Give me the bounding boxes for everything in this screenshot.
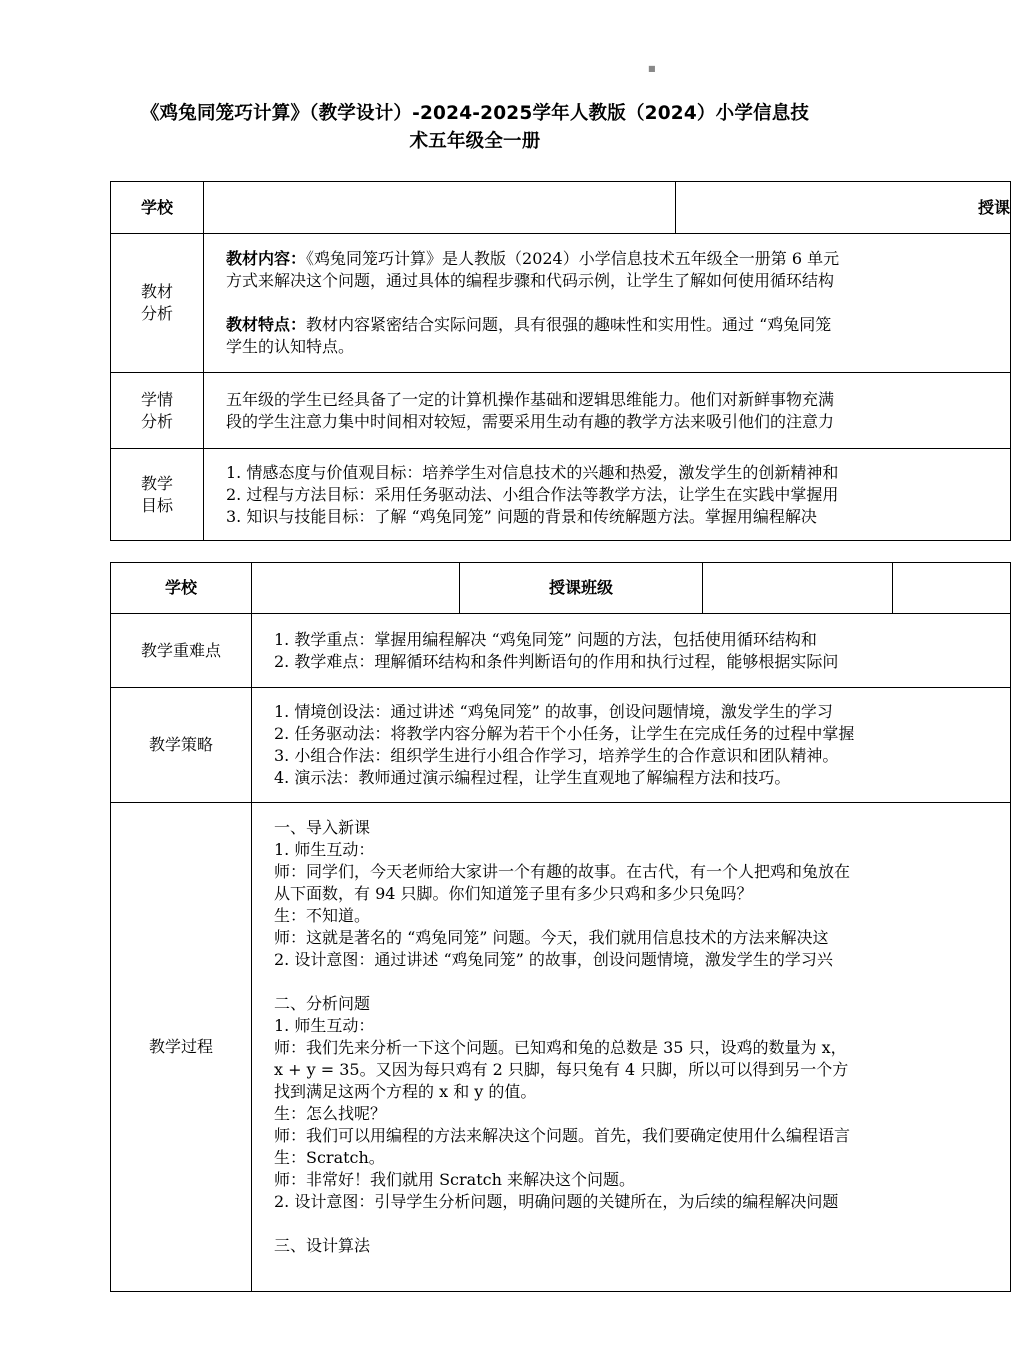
extra-cell: [893, 563, 1011, 614]
material-content-cell: [204, 234, 1011, 373]
table-row: [111, 182, 1011, 234]
material-content-label: 教材内容：: [226, 249, 307, 268]
material-feature-label: 教材特点：: [226, 315, 307, 334]
process-line: 生：怎么找呢？: [274, 1104, 387, 1123]
process-line: 2. 设计意图：引导学生分析问题，明确问题的关键所在，为后续的编程解决问题: [274, 1192, 839, 1211]
table-row: [111, 688, 1011, 803]
process-line: 从下面数，有 94 只脚。你们知道笼子里有多少只鸡和多少只兔吗？: [274, 884, 753, 903]
school-label: 学校: [111, 182, 204, 234]
process-line: 师：这就是著名的 “鸡兔同笼” 问题。今天，我们就用信息技术的方法来解决这: [274, 928, 829, 947]
student-label: 学情 分析: [111, 373, 204, 449]
strategy-cell: [252, 688, 1011, 803]
title-line-2: 术五年级全一册: [409, 131, 541, 152]
goal-item: 2. 过程与方法目标：采用任务驱动法、小组合作法等教学方法，让学生在实践中掌握用: [226, 484, 839, 504]
key-points-label: 教学重难点: [111, 614, 252, 688]
process-line: x + y = 35。又因为每只鸡有 2 只脚，每只兔有 4 只脚，所以可以得到另一个方: [274, 1060, 849, 1079]
key-points-list: [274, 629, 1010, 673]
student-line-1: 五年级的学生已经具备了一定的计算机操作基础和逻辑思维能力。他们对新鲜事物充满: [226, 389, 835, 409]
table-row: [111, 614, 1011, 688]
table-row: [111, 449, 1011, 541]
process-line: 师：我们可以用编程的方法来解决这个问题。首先，我们要确定使用什么编程语言: [274, 1126, 851, 1145]
process-line: 生：Scratch。: [274, 1148, 385, 1167]
material-content-text: 《鸡兔同笼巧计算》是人教版（2024）小学信息技术五年级全一册第 6 单元: [306, 249, 840, 268]
strategy-item: 2. 任务驱动法：将教学内容分解为若干个小任务，让学生在完成任务的过程中掌握: [274, 724, 855, 743]
page-title: [60, 100, 890, 156]
process-line: 师：非常好！我们就用 Scratch 来解决这个问题。: [274, 1170, 635, 1189]
key-point-item: 2. 教学难点：理解循环结构和条件判断语句的作用和执行过程，能够根据实际问: [274, 651, 839, 671]
key-point-item: 1. 教学重点：掌握用编程解决 “鸡兔同笼” 问题的方法，包括使用循环结构和: [274, 629, 817, 649]
strategy-list: [274, 701, 1010, 789]
material-feature-text: 教材内容紧密结合实际问题，具有很强的趣味性和实用性。通过 “鸡兔同笼: [306, 315, 832, 334]
process-line: 三、设计算法: [274, 1236, 371, 1255]
school-value-cell-2: [252, 563, 460, 614]
class-label: 授课班级: [460, 563, 703, 614]
strategy-item: 3. 小组合作法：组织学生进行小组合作学习，培养学生的合作意识和团队精神。: [274, 746, 839, 765]
process-blank: [274, 971, 1010, 993]
goal-cell: [204, 449, 1011, 541]
key-points-cell: [252, 614, 1011, 688]
goal-list: [226, 462, 1010, 528]
strategy-item: 1. 情境创设法：通过讲述 “鸡兔同笼” 的故事，创设问题情境，激发学生的学习: [274, 702, 833, 721]
goal-item: 3. 知识与技能目标：了解 “鸡兔同笼” 问题的背景和传统解题方法。掌握用编程解决: [226, 506, 817, 526]
process-cell: [252, 803, 1011, 1292]
table-row: [111, 373, 1011, 449]
student-line-2: 段的学生注意力集中时间相对较短，需要采用生动有趣的教学方法来吸引他们的注意力: [226, 411, 835, 431]
goal-item: 1. 情感态度与价值观目标：培养学生对信息技术的兴趣和热爱，激发学生的创新精神和: [226, 462, 839, 482]
process-line: 2. 设计意图：通过讲述 “鸡兔同笼” 的故事，创设问题情境，激发学生的学习兴: [274, 950, 833, 969]
process-line: 1. 师生互动：: [274, 1016, 375, 1035]
process-line: 生：不知道。: [274, 906, 371, 925]
page-mark: ■: [648, 64, 656, 73]
student-analysis-cell: [204, 373, 1011, 449]
process-line: 二、分析问题: [274, 994, 371, 1013]
process-line: 师：我们先来分析一下这个问题。已知鸡和兔的总数是 35 只，设鸡的数量为 x，: [274, 1038, 847, 1057]
teach-label: 授课: [977, 197, 1010, 217]
process-blank: [274, 1213, 1010, 1235]
goal-label: 教学 目标: [111, 449, 204, 541]
process-line: 师：同学们，今天老师给大家讲一个有趣的故事。在古代，有一个人把鸡和兔放在: [274, 862, 851, 881]
teach-label-cell: [676, 182, 1011, 234]
table-row: [111, 563, 1011, 614]
strategy-item: 4. 演示法：教师通过演示编程过程，让学生直观地了解编程方法和技巧。: [274, 768, 791, 787]
school-label-2: 学校: [111, 563, 252, 614]
title-line-1: 《鸡兔同笼巧计算》（教学设计）-2024-2025学年人教版（2024）小学信息技: [140, 103, 810, 124]
table-row: [111, 803, 1011, 1292]
material-feature-line-2: 学生的认知特点。: [226, 337, 355, 356]
school-value-cell: [204, 182, 676, 234]
process-line: 找到满足这两个方程的 x 和 y 的值。: [274, 1082, 537, 1101]
process-line: 1. 师生互动：: [274, 840, 375, 859]
class-value-cell: [703, 563, 893, 614]
lesson-overview-table: [110, 181, 1011, 541]
process-line: 一、导入新课: [274, 818, 371, 837]
material-feature-line-1: [226, 314, 1010, 336]
process-label: 教学过程: [111, 803, 252, 1292]
material-content-line-2: 方式来解决这个问题，通过具体的编程步骤和代码示例，让学生了解如何使用循环结构: [226, 271, 835, 290]
lesson-detail-table: [110, 562, 1011, 1292]
material-content-line-1: [226, 248, 1010, 270]
strategy-label: 教学策略: [111, 688, 252, 803]
material-label: 教材 分析: [111, 234, 204, 373]
table-row: [111, 234, 1011, 373]
